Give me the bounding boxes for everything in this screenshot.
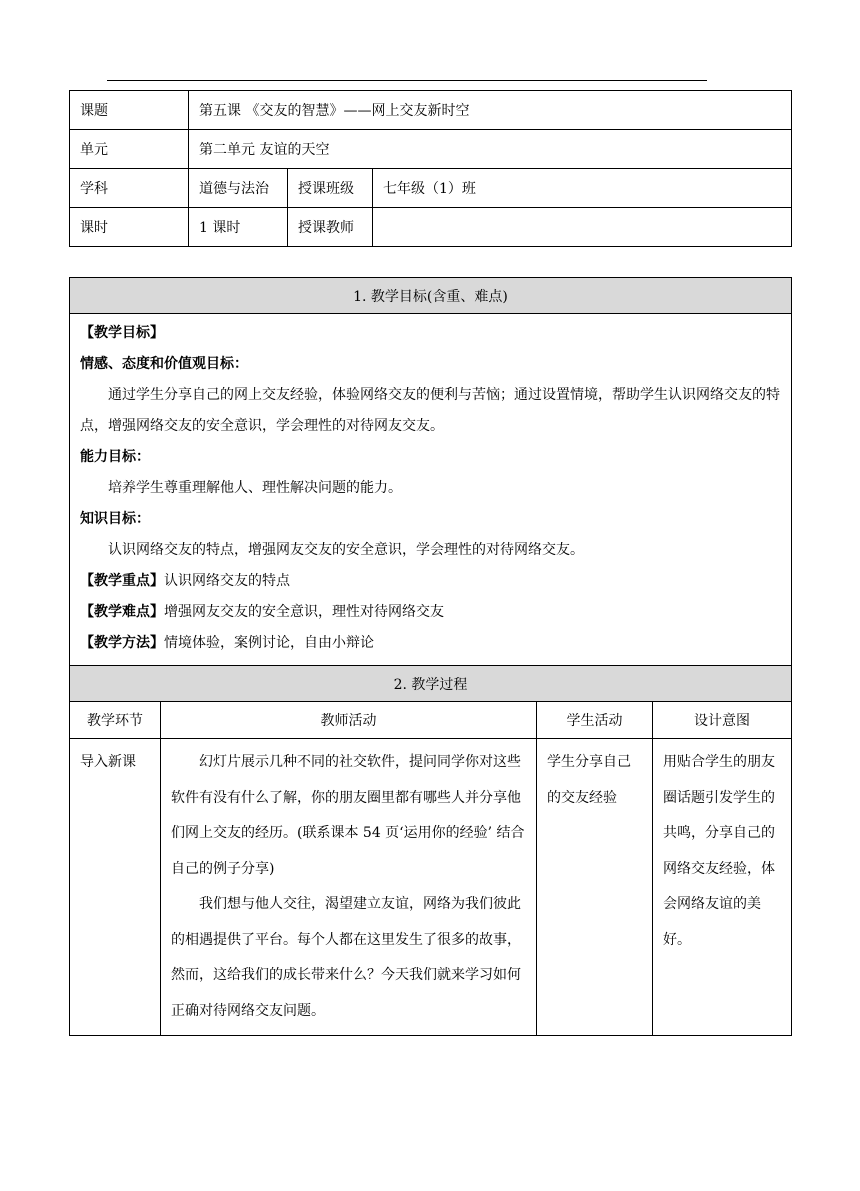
label-unit: 单元 [70,130,189,169]
objectives-header: 1. 教学目标(含重、难点) [70,278,792,314]
column-header: 教学环节 [70,702,161,739]
label-class: 授课班级 [288,169,373,208]
process-header: 2. 教学过程 [70,666,792,702]
column-header: 设计意图 [653,702,792,739]
value-unit: 第二单元 友谊的天空 [189,130,792,169]
label-subject: 学科 [70,169,189,208]
ability-goal-title: 能力目标： [80,449,150,465]
difficult-point: 【教学难点】增强网友交友的安全意识，理性对待网络交友 [80,604,444,620]
value-teacher [373,208,792,247]
value-topic: 第五课 《交友的智慧》——网上交友新时空 [189,91,792,130]
teaching-method: 【教学方法】情境体验，案例讨论，自由小辩论 [80,635,374,651]
value-hours: 1 课时 [189,208,288,247]
label-teacher: 授课教师 [288,208,373,247]
column-header: 学生活动 [537,702,653,739]
table-header-row [70,702,792,739]
teaching-plan-table [69,277,792,1036]
table-row [70,91,792,130]
table-row [70,130,792,169]
objectives-title: 【教学目标】 [80,325,164,341]
value-subject: 道德与法治 [189,169,288,208]
stage-cell: 导入新课 [70,739,161,1036]
knowledge-goal-title: 知识目标： [80,511,150,527]
label-hours: 课时 [70,208,189,247]
teacher-paragraph: 我们想与他人交往，渴望建立友谊，网络为我们彼此的相遇提供了平台。每个人都在这里发生了很多的故事，然而，这给我们的成长带来什么？今天我们就来学习如何正确对待网络交友问题。 [171,896,521,1019]
emotion-goal-title: 情感、态度和价值观目标： [80,356,248,372]
ability-goal-text: 培养学生尊重理解他人、理性解决问题的能力。 [108,480,402,496]
design-intent-cell: 用贴合学生的朋友圈话题引发学生的共鸣，分享自己的网络交友经验，体会网络友谊的美好。 [653,739,792,1036]
label-topic: 课题 [70,91,189,130]
table-row [70,739,792,1036]
student-activity-cell: 学生分享自己的交友经验 [537,739,653,1036]
value-class: 七年级（1）班 [373,169,792,208]
header-rule [107,80,707,81]
knowledge-goal-text: 认识网络交友的特点，增强网友交友的安全意识，学会理性的对待网络交友。 [108,542,584,558]
table-row [70,208,792,247]
key-point: 【教学重点】认识网络交友的特点 [80,573,290,589]
table-row [70,169,792,208]
column-header: 教师活动 [161,702,537,739]
lesson-info-table [69,90,792,247]
teacher-paragraph: 幻灯片展示几种不同的社交软件，提问同学你对这些软件有没有什么了解，你的朋友圈里都有哪些人并分享他们网上交友的经历。(联系课本 54 页‘运用你的经验’ 结合自己的例子分享) [171,754,525,877]
teacher-activity-cell [161,739,537,1036]
objectives-content [70,314,792,666]
emotion-goal-text: 通过学生分享自己的网上交友经验，体验网络交友的便利与苦恼；通过设置情境，帮助学生认识网络交友的特点，增强网络交友的安全意识，学会理性的对待网友交友。 [80,387,780,434]
